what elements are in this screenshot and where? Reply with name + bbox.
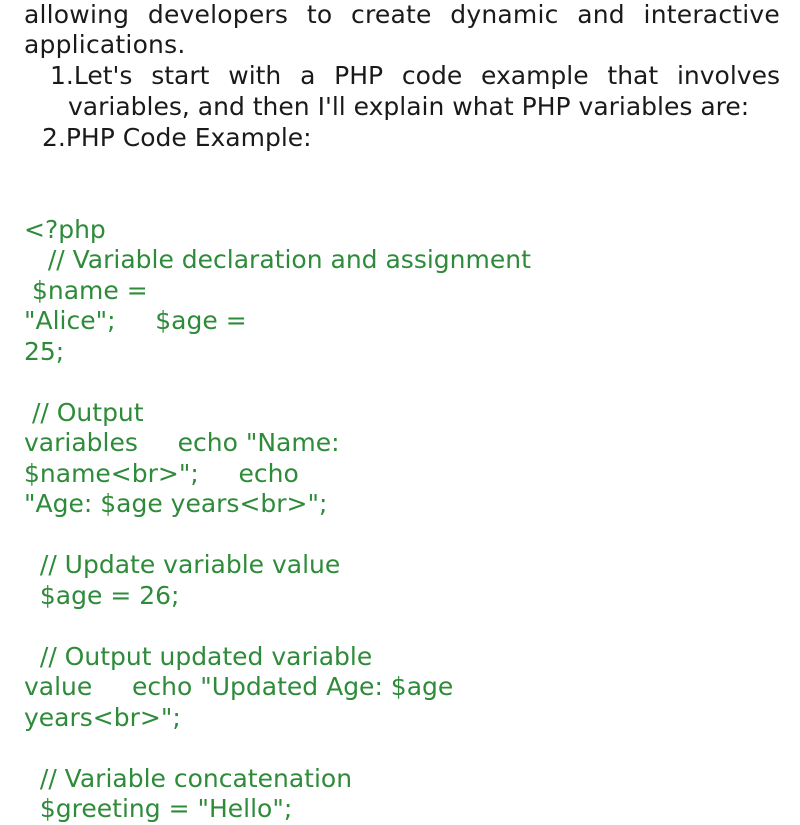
step-item-2 [24, 122, 780, 153]
step-2-number: 2. [42, 123, 66, 152]
code-line: // Update variable value [24, 550, 341, 579]
step-1-line-1 [50, 60, 780, 91]
code-line: $name = [24, 275, 148, 305]
code-line: $greeting = "Hello"; [24, 794, 293, 823]
code-line: "Alice"; $age = [24, 306, 247, 335]
code-line [24, 184, 780, 215]
step-1-text: Let's start with a PHP code example that involves [73, 61, 780, 90]
code-line: // Output updated variable [24, 641, 373, 671]
code-line: "Age: $age years<br>"; [24, 489, 328, 518]
intro-paragraph [24, 0, 780, 60]
code-line [24, 611, 780, 642]
code-line: $age = 26; [24, 580, 180, 610]
code-line: // Variable concatenation [24, 763, 353, 793]
code-line [24, 733, 780, 764]
code-line [24, 367, 780, 398]
step-2-text: PHP Code Example: [65, 123, 312, 152]
php-code-block [24, 184, 780, 825]
code-line: // Output [24, 397, 144, 427]
intro-line-1: allowing developers to create dynamic and interactive [24, 0, 780, 29]
steps-list [24, 60, 780, 153]
code-line: value echo "Updated Age: $age [24, 672, 454, 701]
step-1-line-2: variables, and then I'll explain what PHP variables are: [68, 92, 750, 121]
document-page [24, 0, 780, 823]
code-line: $name<br>"; echo [24, 458, 299, 488]
code-line: 25; [24, 336, 65, 366]
code-line [24, 520, 780, 551]
code-line: years<br>"; [24, 702, 181, 732]
code-line: variables echo "Name: [24, 428, 340, 457]
step-item-1 [24, 60, 780, 122]
code-line: <?php [24, 214, 106, 244]
step-1-number: 1. [50, 61, 74, 90]
code-line: // Variable declaration and assignment [24, 245, 531, 274]
intro-line-2: applications. [24, 30, 186, 59]
